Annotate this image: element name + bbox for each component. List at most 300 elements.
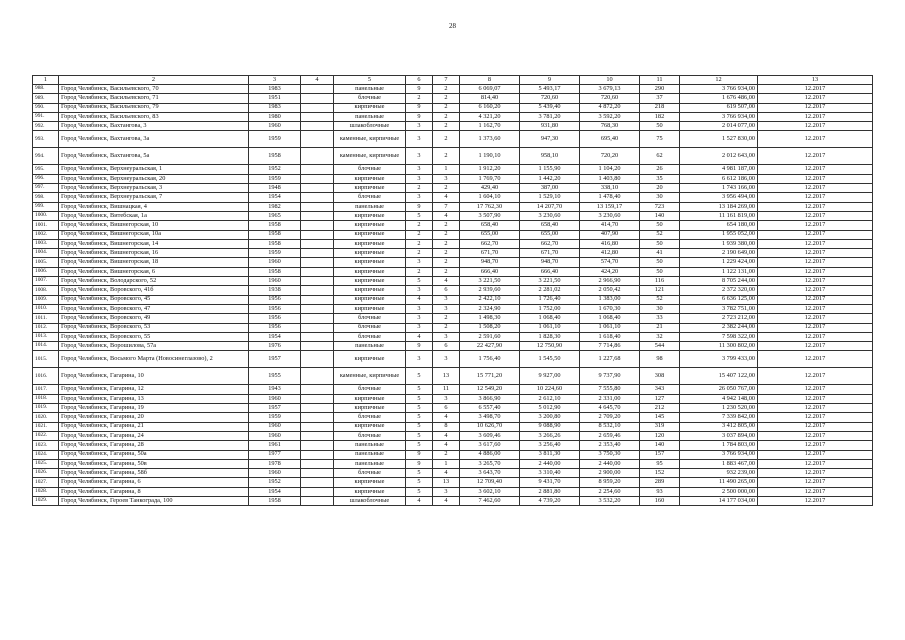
deadline-cell: 12.2017 [758,487,873,496]
floors-cell: 2 [406,239,433,248]
deadline-cell: 12.2017 [758,277,873,286]
cost-cell: 11 490 265,00 [680,478,758,487]
living-area-cell: 2 440,00 [520,459,580,468]
wall-material-cell: кирпичные [334,394,406,403]
year-cell: 1958 [249,239,301,248]
total-area-cell: 17 762,30 [460,202,520,211]
deadline-cell: 12.2017 [758,459,873,468]
col4-cell [301,211,334,220]
address-cell: Город Челябинск, Витебская, 1а [59,211,249,220]
table-row [33,295,873,304]
private-area-cell: 338,10 [580,184,640,193]
table-row [33,487,873,496]
living-area-cell: 958,10 [520,148,580,165]
entrances-cell: 2 [433,258,460,267]
wall-material-cell: панельные [334,441,406,450]
row-number: 1003. [33,239,59,248]
deadline-cell: 12.2017 [758,323,873,332]
deadline-cell: 12.2017 [758,193,873,202]
residents-cell: 41 [640,249,680,258]
year-cell: 1958 [249,496,301,505]
floors-cell: 4 [406,332,433,341]
table-row [33,122,873,131]
floors-cell: 5 [406,422,433,431]
year-cell: 1959 [249,131,301,148]
floors-cell: 9 [406,103,433,112]
wall-material-cell: блочные [334,314,406,323]
col4-cell [301,478,334,487]
row-number: 998. [33,193,59,202]
living-area-cell: 3 266,26 [520,431,580,440]
total-area-cell: 1 498,30 [460,314,520,323]
floors-cell: 5 [406,413,433,422]
table-row [33,385,873,394]
row-number: 1026. [33,469,59,478]
floors-cell: 5 [406,469,433,478]
deadline-cell: 12.2017 [758,351,873,368]
total-area-cell: 7 462,60 [460,496,520,505]
residents-cell: 308 [640,368,680,385]
deadline-cell: 12.2017 [758,295,873,304]
table-row [33,267,873,276]
row-number: 992. [33,122,59,131]
deadline-cell: 12.2017 [758,103,873,112]
living-area-cell: 720,60 [520,94,580,103]
total-area-cell: 658,40 [460,221,520,230]
address-cell: Город Челябинск, Героев Танкограда, 100 [59,496,249,505]
floors-cell: 3 [406,286,433,295]
total-area-cell: 671,70 [460,249,520,258]
living-area-cell: 5 439,40 [520,103,580,112]
col4-cell [301,112,334,121]
entrances-cell: 2 [433,267,460,276]
table-row [33,211,873,220]
col4-cell [301,267,334,276]
wall-material-cell: панельные [334,85,406,94]
table-row [33,496,873,505]
year-cell: 1976 [249,342,301,351]
address-cell: Город Челябинск, Васильевского, 83 [59,112,249,121]
deadline-cell: 12.2017 [758,441,873,450]
year-cell: 1960 [249,469,301,478]
address-cell: Город Челябинск, Васильевского, 79 [59,103,249,112]
private-area-cell: 720,20 [580,148,640,165]
private-area-cell: 4 872,20 [580,103,640,112]
table-row [33,351,873,368]
total-area-cell: 3 498,70 [460,413,520,422]
year-cell: 1983 [249,85,301,94]
wall-material-cell: каменные, кирпичные [334,131,406,148]
address-cell: Город Челябинск, Воровского, 49 [59,314,249,323]
table-row [33,368,873,385]
col4-cell [301,174,334,183]
col4-cell [301,103,334,112]
row-number: 993. [33,131,59,148]
private-area-cell: 1 068,40 [580,314,640,323]
table-row [33,239,873,248]
floors-cell: 5 [406,431,433,440]
residents-cell: 30 [640,193,680,202]
living-area-cell: 671,70 [520,249,580,258]
residents-cell: 120 [640,431,680,440]
total-area-cell: 2 591,60 [460,332,520,341]
entrances-cell: 4 [433,211,460,220]
year-cell: 1960 [249,422,301,431]
private-area-cell: 2 050,42 [580,286,640,295]
floors-cell: 3 [406,351,433,368]
cost-cell: 26 050 767,00 [680,385,758,394]
table-row [33,469,873,478]
entrances-cell: 4 [433,441,460,450]
col4-cell [301,342,334,351]
address-cell: Город Челябинск, Гагарина, 21 [59,422,249,431]
private-area-cell: 1 104,20 [580,165,640,174]
table-row [33,286,873,295]
entrances-cell: 2 [433,249,460,258]
private-area-cell: 1 478,40 [580,193,640,202]
address-cell: Город Челябинск, Верхнеуральская, 3 [59,184,249,193]
year-cell: 1982 [249,202,301,211]
year-cell: 1955 [249,368,301,385]
living-area-cell: 3 310,40 [520,469,580,478]
deadline-cell: 12.2017 [758,342,873,351]
entrances-cell: 3 [433,487,460,496]
cost-cell: 1 676 486,00 [680,94,758,103]
deadline-cell: 12.2017 [758,202,873,211]
housing-register-table [32,75,873,506]
year-cell: 1954 [249,487,301,496]
residents-cell: 93 [640,487,680,496]
address-cell: Город Челябинск, Гагарина, 8 [59,487,249,496]
wall-material-cell: кирпичные [334,478,406,487]
column-number-header: 8 [460,76,520,85]
floors-cell: 3 [406,323,433,332]
col4-cell [301,148,334,165]
wall-material-cell: блочные [334,165,406,174]
private-area-cell: 3 532,20 [580,496,640,505]
residents-cell: 50 [640,258,680,267]
floors-cell: 9 [406,202,433,211]
entrances-cell: 2 [433,221,460,230]
living-area-cell: 948,70 [520,258,580,267]
year-cell: 1951 [249,94,301,103]
table-row [33,277,873,286]
year-cell: 1978 [249,459,301,468]
residents-cell: 289 [640,478,680,487]
private-area-cell: 2 254,60 [580,487,640,496]
total-area-cell: 666,40 [460,267,520,276]
table-row [33,221,873,230]
row-number: 988. [33,85,59,94]
total-area-cell: 3 265,70 [460,459,520,468]
deadline-cell: 12.2017 [758,394,873,403]
cost-cell: 3 766 934,00 [680,85,758,94]
col4-cell [301,496,334,505]
col4-cell [301,323,334,332]
cost-cell: 619 507,00 [680,103,758,112]
wall-material-cell: панельные [334,202,406,211]
entrances-cell: 2 [433,184,460,193]
private-area-cell: 3 679,13 [580,85,640,94]
cost-cell: 8 705 244,00 [680,277,758,286]
year-cell: 1958 [249,230,301,239]
year-cell: 1954 [249,332,301,341]
cost-cell: 3 956 494,00 [680,193,758,202]
deadline-cell: 12.2017 [758,431,873,440]
floors-cell: 9 [406,342,433,351]
residents-cell: 182 [640,112,680,121]
row-number: 994. [33,148,59,165]
row-number: 1025. [33,459,59,468]
wall-material-cell: панельные [334,459,406,468]
entrances-cell: 4 [433,193,460,202]
cost-cell: 7 598 322,00 [680,332,758,341]
year-cell: 1983 [249,103,301,112]
living-area-cell: 3 200,80 [520,413,580,422]
table-row [33,103,873,112]
residents-cell: 62 [640,148,680,165]
floors-cell: 5 [406,368,433,385]
table-row [33,174,873,183]
residents-cell: 290 [640,85,680,94]
column-number-header: 4 [301,76,334,85]
table-row [33,431,873,440]
col4-cell [301,249,334,258]
address-cell: Город Челябинск, Воровского, 41б [59,286,249,295]
living-area-cell: 2 881,80 [520,487,580,496]
address-cell: Город Челябинск, Гагарина, 19 [59,404,249,413]
wall-material-cell: шлакоблочные [334,496,406,505]
address-cell: Город Челябинск, Восьмого Марта (Новосинеглазово), 2 [59,351,249,368]
private-area-cell: 8 959,20 [580,478,640,487]
wall-material-cell: блочные [334,469,406,478]
address-cell: Город Челябинск, Гагарина, 58б [59,469,249,478]
row-number: 1009. [33,295,59,304]
entrances-cell: 11 [433,385,460,394]
living-area-cell: 1 061,10 [520,323,580,332]
cost-cell: 6 636 125,00 [680,295,758,304]
deadline-cell: 12.2017 [758,148,873,165]
living-area-cell: 1 529,10 [520,193,580,202]
private-area-cell: 414,70 [580,221,640,230]
entrances-cell: 2 [433,239,460,248]
entrances-cell: 3 [433,351,460,368]
col4-cell [301,385,334,394]
col4-cell [301,332,334,341]
cost-cell: 2 723 212,00 [680,314,758,323]
cost-cell: 654 180,00 [680,221,758,230]
deadline-cell: 12.2017 [758,450,873,459]
total-area-cell: 3 507,90 [460,211,520,220]
residents-cell: 50 [640,239,680,248]
residents-cell: 21 [640,323,680,332]
address-cell: Город Челябинск, Вишнегорская, 10а [59,230,249,239]
row-number: 1011. [33,314,59,323]
address-cell: Город Челябинск, Вахтангова, 3а [59,131,249,148]
wall-material-cell: шлакоблочные [334,122,406,131]
private-area-cell: 695,40 [580,131,640,148]
residents-cell: 33 [640,314,680,323]
row-number: 991. [33,112,59,121]
wall-material-cell: блочные [334,193,406,202]
entrances-cell: 2 [433,323,460,332]
living-area-cell: 9 927,00 [520,368,580,385]
year-cell: 1959 [249,174,301,183]
cost-cell: 3 782 751,00 [680,304,758,313]
cost-cell: 11 161 819,00 [680,211,758,220]
col4-cell [301,450,334,459]
entrances-cell: 1 [433,459,460,468]
address-cell: Город Челябинск, Вишнегорская, 10 [59,221,249,230]
row-number: 1006. [33,267,59,276]
floors-cell: 2 [406,249,433,258]
floors-cell: 5 [406,478,433,487]
residents-cell: 50 [640,267,680,276]
entrances-cell: 6 [433,404,460,413]
address-cell: Город Челябинск, Гагарина, 13 [59,394,249,403]
deadline-cell: 12.2017 [758,230,873,239]
residents-cell: 157 [640,450,680,459]
deadline-cell: 12.2017 [758,122,873,131]
year-cell: 1958 [249,221,301,230]
table-row [33,148,873,165]
wall-material-cell: блочные [334,323,406,332]
living-area-cell: 10 224,60 [520,385,580,394]
column-number-header: 5 [334,76,406,85]
deadline-cell: 12.2017 [758,267,873,276]
table-row [33,258,873,267]
year-cell: 1959 [249,413,301,422]
wall-material-cell: кирпичные [334,404,406,413]
year-cell: 1977 [249,450,301,459]
private-area-cell: 412,80 [580,249,640,258]
col4-cell [301,258,334,267]
floors-cell: 4 [406,295,433,304]
living-area-cell: 1 442,20 [520,174,580,183]
total-area-cell: 6 557,40 [460,404,520,413]
entrances-cell: 6 [433,286,460,295]
row-number: 1002. [33,230,59,239]
address-cell: Город Челябинск, Воровского, 47 [59,304,249,313]
row-number: 1016. [33,368,59,385]
entrances-cell: 2 [433,131,460,148]
year-cell: 1958 [249,267,301,276]
cost-cell: 1 939 380,00 [680,239,758,248]
col4-cell [301,441,334,450]
table-row [33,230,873,239]
entrances-cell: 3 [433,332,460,341]
private-area-cell: 7 555,80 [580,385,640,394]
deadline-cell: 12.2017 [758,258,873,267]
living-area-cell: 2 612,10 [520,394,580,403]
floors-cell: 5 [406,211,433,220]
deadline-cell: 12.2017 [758,404,873,413]
floors-cell: 2 [406,94,433,103]
living-area-cell: 3 230,60 [520,211,580,220]
year-cell: 1938 [249,286,301,295]
residents-cell: 145 [640,413,680,422]
year-cell: 1980 [249,112,301,121]
residents-cell: 723 [640,202,680,211]
address-cell: Город Челябинск, Гагарина, 10 [59,368,249,385]
page-number: 28 [449,22,456,30]
address-cell: Город Челябинск, Верхнеуральская, 20 [59,174,249,183]
deadline-cell: 12.2017 [758,112,873,121]
living-area-cell: 3 221,50 [520,277,580,286]
private-area-cell: 3 592,20 [580,112,640,121]
residents-cell: 116 [640,277,680,286]
col4-cell [301,165,334,174]
floors-cell: 3 [406,193,433,202]
deadline-cell: 12.2017 [758,174,873,183]
private-area-cell: 3 750,30 [580,450,640,459]
row-number: 1007. [33,277,59,286]
deadline-cell: 12.2017 [758,368,873,385]
entrances-cell: 6 [433,342,460,351]
total-area-cell: 6 160,20 [460,103,520,112]
year-cell: 1952 [249,165,301,174]
deadline-cell: 12.2017 [758,165,873,174]
col4-cell [301,202,334,211]
address-cell: Город Челябинск, Вахтангова, 5а [59,148,249,165]
row-number: 1024. [33,450,59,459]
col4-cell [301,413,334,422]
wall-material-cell: кирпичные [334,184,406,193]
floors-cell: 3 [406,174,433,183]
total-area-cell: 15 771,20 [460,368,520,385]
table-row [33,332,873,341]
entrances-cell: 4 [433,277,460,286]
private-area-cell: 407,90 [580,230,640,239]
entrances-cell: 3 [433,174,460,183]
floors-cell: 3 [406,258,433,267]
private-area-cell: 8 532,10 [580,422,640,431]
living-area-cell: 658,40 [520,221,580,230]
private-area-cell: 3 230,60 [580,211,640,220]
table-row [33,112,873,121]
total-area-cell: 1 190,10 [460,148,520,165]
cost-cell: 6 612 186,00 [680,174,758,183]
col4-cell [301,94,334,103]
year-cell: 1943 [249,385,301,394]
total-area-cell: 948,70 [460,258,520,267]
year-cell: 1954 [249,193,301,202]
col4-cell [301,394,334,403]
year-cell: 1958 [249,148,301,165]
deadline-cell: 12.2017 [758,184,873,193]
column-number-header: 11 [640,76,680,85]
col4-cell [301,131,334,148]
year-cell: 1956 [249,304,301,313]
total-area-cell: 4 886,00 [460,450,520,459]
address-cell: Город Челябинск, Васильевского, 71 [59,94,249,103]
cost-cell: 3 412 805,00 [680,422,758,431]
table-row [33,202,873,211]
total-area-cell: 1 508,20 [460,323,520,332]
year-cell: 1948 [249,184,301,193]
entrances-cell: 3 [433,304,460,313]
col4-cell [301,314,334,323]
residents-cell: 52 [640,230,680,239]
living-area-cell: 662,70 [520,239,580,248]
entrances-cell: 2 [433,94,460,103]
total-area-cell: 814,40 [460,94,520,103]
cost-cell: 4 942 148,00 [680,394,758,403]
row-number: 1020. [33,413,59,422]
year-cell: 1960 [249,394,301,403]
column-number-header: 6 [406,76,433,85]
entrances-cell: 13 [433,478,460,487]
